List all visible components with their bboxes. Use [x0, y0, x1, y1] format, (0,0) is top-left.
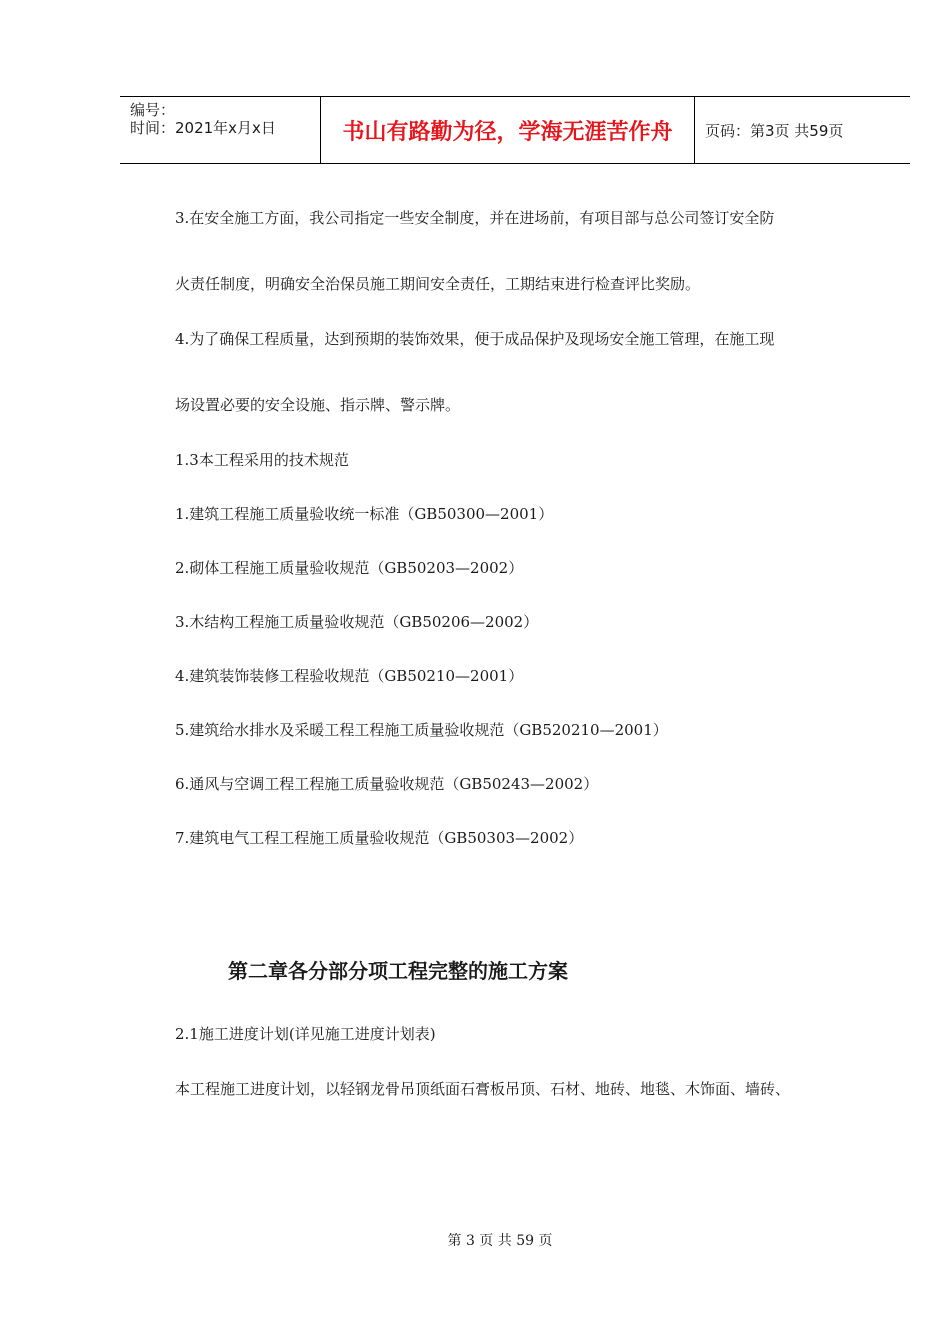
page-footer: 第 3 页 共 59 页 — [447, 1233, 553, 1249]
spec-item: 2.砌体工程施工质量验收规范（GB50203—2002） — [175, 559, 524, 577]
body-line: 本工程施工进度计划，以轻钢龙骨吊顶纸面石膏板吊顶、石材、地砖、地毯、木饰面、墙砖、 — [175, 1080, 791, 1098]
page-header — [120, 96, 910, 164]
spec-item: 3.木结构工程施工质量验收规范（GB50206—2002） — [175, 613, 539, 631]
section-heading: 2.1施工进度计划(详见施工进度计划表) — [175, 1025, 436, 1043]
spec-item: 5.建筑给水排水及采暖工程工程施工质量验收规范（GB520210—2001） — [175, 721, 668, 739]
body-line: 4.为了确保工程质量，达到预期的装饰效果，便于成品保护及现场安全施工管理，在施工现 — [175, 330, 775, 348]
spec-item: 1.建筑工程施工质量验收统一标准（GB50300—2001） — [175, 505, 554, 523]
header-time-label: 时间：2021年x月x日 — [130, 119, 276, 137]
spec-item: 4.建筑装饰装修工程验收规范（GB50210—2001） — [175, 667, 524, 685]
section-heading: 1.3本工程采用的技术规范 — [175, 451, 349, 469]
chapter-title: 第二章各分部分项工程完整的施工方案 — [228, 959, 568, 983]
header-number-label: 编号： — [130, 101, 176, 119]
header-motto: 书山有路勤为径，学海无涯苦作舟 — [321, 97, 695, 163]
header-page-info: 页码：第3页 共59页 — [705, 121, 844, 140]
body-line: 火责任制度，明确安全治保员施工期间安全责任，工期结束进行检查评比奖励。 — [175, 275, 701, 293]
body-line: 场设置必要的安全设施、指示牌、警示牌。 — [175, 396, 461, 414]
header-meta — [120, 97, 321, 163]
body-line: 3.在安全施工方面，我公司指定一些安全制度，并在进场前，有项目部与总公司签订安全防 — [175, 209, 775, 227]
spec-item: 6.通风与空调工程工程施工质量验收规范（GB50243—2002） — [175, 775, 599, 793]
spec-item: 7.建筑电气工程工程施工质量验收规范（GB50303—2002） — [175, 829, 584, 847]
